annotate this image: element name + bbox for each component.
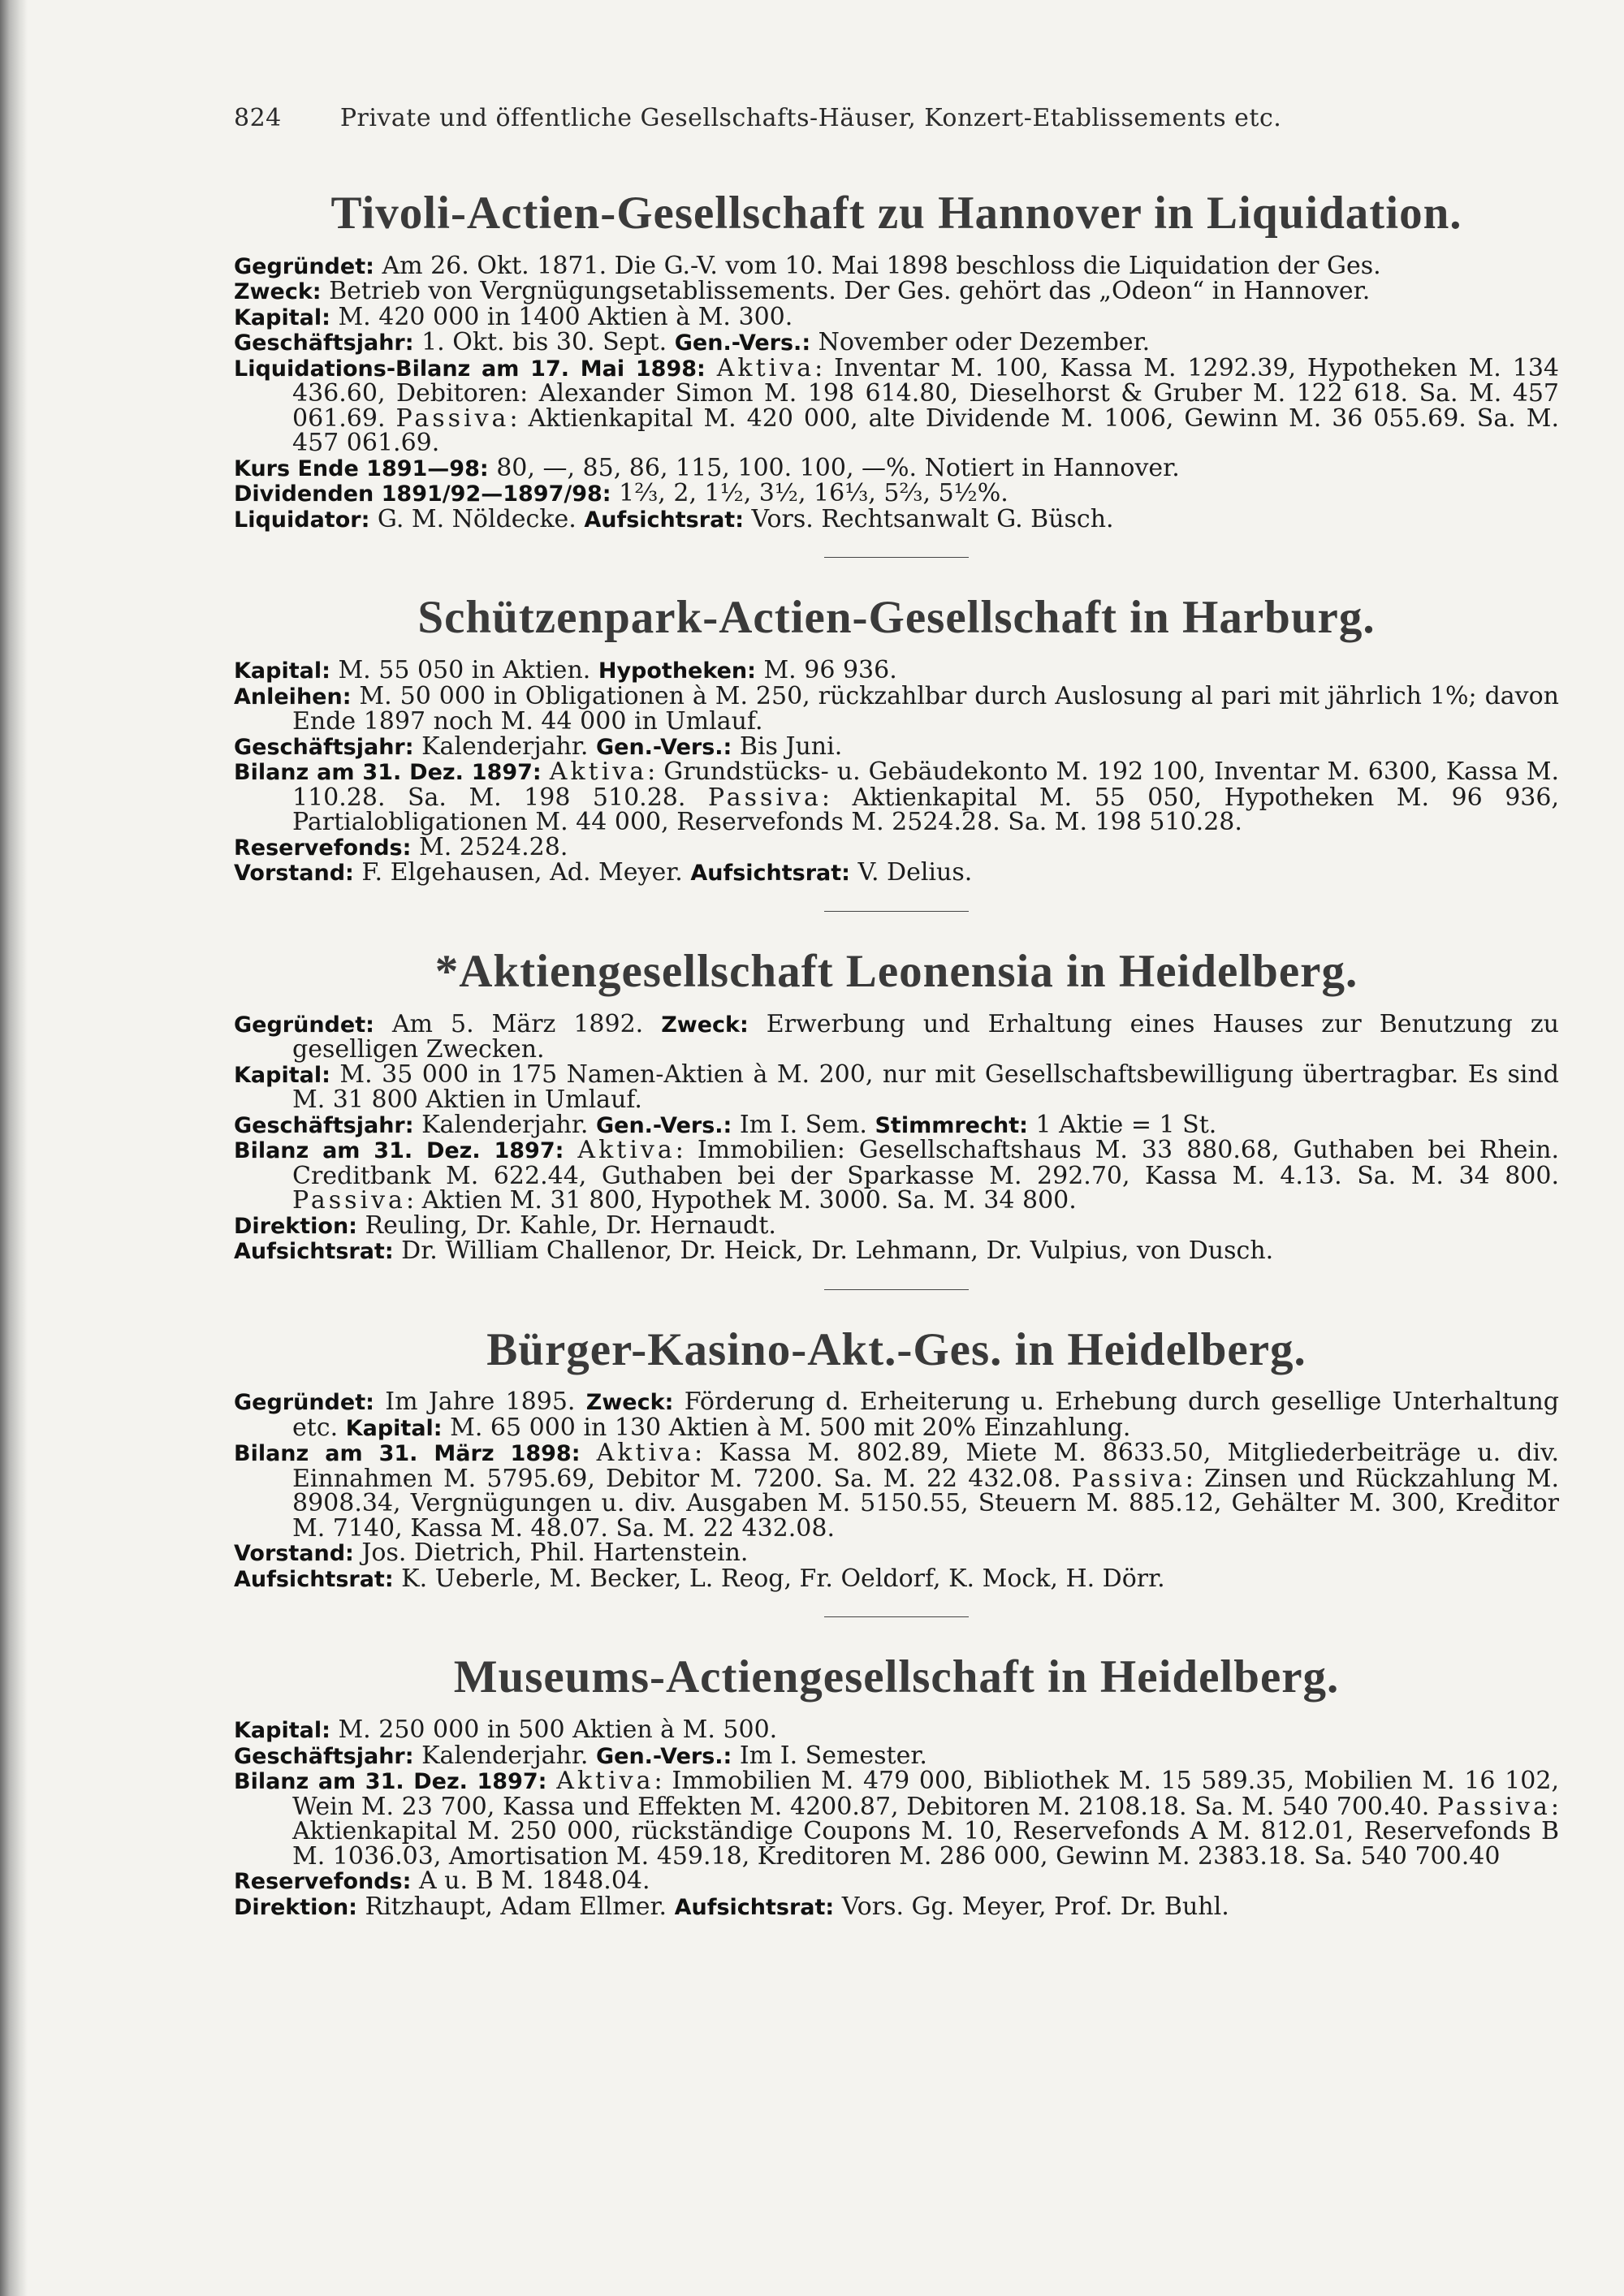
field-label: Gen.-Vers.: — [595, 1743, 732, 1769]
entry-paragraph — [234, 1892, 1559, 1921]
field-text: Bis Juni. — [732, 732, 843, 761]
entry-paragraph — [234, 681, 1559, 736]
field-label: Vorstand: — [234, 861, 354, 887]
company-list — [234, 189, 1559, 1920]
company-entry — [234, 1323, 1559, 1593]
entry-paragraph — [234, 858, 1559, 887]
entry-paragraph — [234, 1769, 1559, 1869]
field-label: Geschäftsjahr: — [234, 1112, 414, 1138]
field-text — [581, 1439, 597, 1467]
field-text: M. 96 936. — [755, 656, 897, 685]
field-text: Betrieb von Vergnügungsetablissements. Der Ges. gehört das „Odeon“ in Hannover. — [321, 277, 1371, 306]
field-text: G. M. Nöldecke. — [369, 504, 585, 533]
section-divider — [824, 911, 969, 912]
running-title: Private und öffentliche Gesellschafts-Häuser, Konzert-Etablissements etc. — [339, 104, 1282, 132]
page-binding-edge — [0, 0, 28, 2296]
field-text: Kalenderjahr. — [413, 732, 596, 761]
entry-paragraph — [234, 504, 1559, 533]
section-divider — [824, 1289, 969, 1290]
field-text — [564, 1136, 577, 1164]
balance-side-label: Passiva — [395, 404, 510, 433]
field-text: November oder Dezember. — [810, 328, 1151, 357]
company-title: Tivoli-Actien-Gesellschaft zu Hannover in Liquidation. — [330, 188, 1462, 239]
entry-paragraph — [234, 1060, 1559, 1115]
field-text — [546, 1767, 556, 1795]
field-text: : Aktienkapital M. 250 000, rückständige Coupons M. 10, Reservefonds A M. 812.01, Reservefonds B M. 1036.03, Amortisation M. 459.18, Kreditoren M. 286 000, Gewinn M. 2383.18. Sa. 540 700.40 — [292, 1792, 1559, 1871]
field-text: Am 26. Okt. 1871. Die G.-V. vom 10. Mai 1898 beschloss die Liquidation der Ges. — [374, 251, 1381, 280]
field-label: Aufsichtsrat: — [690, 861, 850, 887]
page-number: 824 — [234, 104, 282, 132]
entry-paragraph — [234, 353, 1560, 458]
field-text: Vors. Rechtsanwalt G. Büsch. — [744, 504, 1114, 533]
field-label: Kapital: — [234, 1062, 330, 1088]
field-text: Im Jahre 1895. — [374, 1388, 586, 1417]
field-text: M. 35 000 in 175 Namen-Aktien à M. 200, nur mit Gesellschaftsbewilligung übertragbar. Es sind M. 31 800 Aktien in Umlauf. — [292, 1060, 1559, 1115]
entry-paragraph — [234, 1741, 1559, 1770]
field-label: Zweck: — [661, 1012, 749, 1038]
field-label: Geschäftsjahr: — [234, 330, 414, 356]
entry-paragraph — [234, 1110, 1559, 1139]
entry-paragraph — [234, 279, 1559, 305]
field-text: M. 420 000 in 1400 Aktien à M. 300. — [330, 302, 793, 331]
field-text: M. 250 000 in 500 Aktien à M. 500. — [330, 1716, 778, 1745]
entry-paragraph — [234, 1441, 1559, 1541]
field-text: M. 55 050 in Aktien. — [330, 656, 598, 685]
field-text: V. Delius. — [849, 858, 973, 887]
field-text: 1 Aktie = 1 St. — [1027, 1110, 1217, 1139]
company-title: Schützenpark-Actien-Gesellschaft in Harburg. — [417, 592, 1376, 644]
field-label: Kurs Ende 1891—98: — [234, 455, 489, 481]
field-label: Geschäftsjahr: — [234, 1743, 414, 1769]
field-text: M. 2524.28. — [411, 832, 568, 861]
field-text: A u. B M. 1848.04. — [411, 1867, 650, 1896]
company-entry — [234, 189, 1559, 533]
field-label: Aufsichtsrat: — [234, 1566, 394, 1592]
field-text: Jos. Dietrich, Phil. Hartenstein. — [353, 1539, 749, 1568]
entry-paragraph — [234, 453, 1559, 482]
field-text: : Immobilien: Gesellschaftshaus M. 33 880.68, Guthaben bei Rhein. Creditbank M. 622.44, Guthaben bei der Sparkasse M. 292.70, Kassa M. 4.13. Sa. M. 34 800. — [292, 1136, 1560, 1190]
field-text: : Aktienkapital M. 55 050, Hypotheken M. 96 936, Partialobligationen M. 44 000, Reservefonds M. 2524.28. Sa. M. 198 510.28. — [292, 783, 1559, 837]
entry-paragraph — [234, 1236, 1559, 1266]
field-label: Bilanz am 31. März 1898: — [234, 1441, 581, 1467]
balance-side-label: Passiva — [707, 783, 822, 812]
entry-paragraph — [234, 658, 1559, 684]
balance-side-label: Aktiva — [596, 1439, 694, 1468]
field-text: : Grundstücks- u. Gebäudekonto M. 192 100, Inventar M. 6300, Kassa M. 110.28. Sa. M. 198 510.28. — [292, 757, 1559, 812]
field-text: Dr. William Challenor, Dr. Heick, Dr. Lehmann, Dr. Vulpius, von Dusch. — [393, 1236, 1274, 1266]
field-label: Zweck: — [234, 279, 322, 305]
field-text: Erwerbung und Erhaltung eines Hauses zur Benutzung zu geselligen Zwecken. — [292, 1009, 1559, 1064]
section-divider — [824, 557, 969, 558]
field-label: Reservefonds: — [234, 835, 412, 861]
field-label: Gegründet: — [234, 1390, 374, 1416]
entry-paragraph — [234, 732, 1559, 761]
entry-paragraph — [234, 1564, 1559, 1593]
field-label: Gen.-Vers.: — [674, 330, 811, 356]
field-text: Vors. Gg. Meyer, Prof. Dr. Buhl. — [834, 1892, 1229, 1921]
company-entry — [234, 1653, 1559, 1920]
field-text: : Inventar M. 100, Kassa M. 1292.39, Hypotheken M. 134 436.60, Debitoren: Alexander Simon M. 198 614.80, Dieselhorst & Gruber M. 122 618. Sa. M. 457 061.69. — [292, 353, 1559, 433]
entry-paragraph — [234, 1718, 1559, 1744]
field-text — [706, 354, 717, 382]
balance-side-label: Passiva — [292, 1186, 406, 1215]
field-text — [542, 757, 550, 786]
field-text: : Zinsen und Rückzahlung M. 8908.34, Vergnügungen u. div. Ausgaben M. 5150.55, Steuern M. 885.12, Gehälter M. 300, Kreditor M. 7140, Kassa M. 48.07. Sa. M. 22 432.08. — [292, 1464, 1559, 1543]
entry-paragraph — [234, 1138, 1559, 1214]
balance-side-label: Passiva — [1436, 1792, 1551, 1821]
field-text: : Kassa M. 802.89, Miete M. 8633.50, Mitgliederbeiträge u. div. Einnahmen M. 5795.69, Debitor M. 7200. Sa. M. 22 432.08. — [292, 1439, 1559, 1493]
field-text: K. Ueberle, M. Becker, L. Reog, Fr. Oeldorf, K. Mock, H. Dörr. — [393, 1564, 1165, 1593]
field-label: Zweck: — [585, 1390, 674, 1416]
field-text: Kalenderjahr. — [413, 1110, 596, 1139]
field-label: Gen.-Vers.: — [595, 1112, 732, 1138]
section-divider — [824, 1616, 969, 1617]
field-label: Aufsichtsrat: — [674, 1894, 835, 1920]
field-text: 1. Okt. bis 30. Sept. — [413, 328, 675, 357]
balance-side-label: Passiva — [1071, 1464, 1186, 1493]
company-entry — [234, 593, 1559, 886]
field-label: Bilanz am 31. Dez. 1897: — [234, 1769, 547, 1795]
field-text: : Aktien M. 31 800, Hypothek M. 3000. Sa. M. 34 800. — [405, 1186, 1077, 1215]
company-entry — [234, 947, 1559, 1265]
field-text: 1⅔, 2, 1½, 3½, 16⅓, 5⅔, 5½%. — [611, 479, 1009, 508]
field-label: Aufsichtsrat: — [234, 1239, 394, 1265]
entry-paragraph — [234, 1009, 1559, 1064]
field-label: Kapital: — [345, 1415, 443, 1441]
entry-paragraph — [234, 330, 1559, 356]
field-label: Gegründet: — [234, 253, 374, 279]
field-text: Am 5. März 1892. — [374, 1009, 662, 1038]
field-label: Dividenden 1891/92—1897/98: — [234, 481, 611, 507]
running-head — [234, 104, 1559, 132]
field-label: Liquidator: — [234, 507, 370, 533]
entry-paragraph — [234, 481, 1559, 507]
field-label: Kapital: — [234, 304, 330, 330]
entry-paragraph — [234, 757, 1559, 837]
entry-paragraph — [234, 832, 1559, 861]
field-text: Förderung d. Erheiterung u. Erhebung durch gesellige Unterhaltung etc. — [292, 1388, 1559, 1442]
field-label: Bilanz am 31. Dez. 1897: — [234, 1138, 564, 1164]
field-text: : Aktienkapital M. 420 000, alte Dividende M. 1006, Gewinn M. 36 055.69. Sa. M. 457 061.69. — [292, 404, 1560, 458]
field-label: Hypotheken: — [598, 658, 756, 684]
field-label: Reservefonds: — [234, 1869, 412, 1895]
field-label: Kapital: — [234, 1718, 330, 1744]
field-text: 80, —, 85, 86, 115, 100. 100, —%. Notiert in Hannover. — [488, 453, 1180, 482]
field-label: Stimmrecht: — [875, 1112, 1028, 1138]
field-label: Bilanz am 31. Dez. 1897: — [234, 760, 542, 786]
field-text: Ritzhaupt, Adam Ellmer. — [356, 1892, 675, 1921]
field-label: Direktion: — [234, 1894, 357, 1920]
balance-side-label: Aktiva — [716, 353, 815, 382]
balance-side-label: Aktiva — [549, 757, 648, 787]
field-text: Reuling, Dr. Kahle, Dr. Hernaudt. — [356, 1211, 776, 1240]
balance-side-label: Aktiva — [577, 1136, 676, 1165]
company-title: *Aktiengesellschaft Leonensia in Heidelberg. — [434, 945, 1358, 997]
field-label: Direktion: — [234, 1213, 357, 1239]
document-page — [234, 104, 1559, 1920]
company-title: Museums-Actiengesellschaft in Heidelberg. — [453, 1651, 1340, 1703]
field-label: Gegründet: — [234, 1012, 374, 1038]
entry-paragraph — [234, 1541, 1559, 1567]
field-text: Im I. Sem. — [732, 1110, 875, 1139]
field-text: M. 50 000 in Obligationen à M. 250, rückzahlbar durch Auslosung al pari mit jährlich 1%; davon Ende 1897 noch M. 44 000 in Umlauf. — [292, 681, 1559, 736]
field-label: Anleihen: — [234, 684, 352, 710]
field-label: Kapital: — [234, 658, 330, 684]
field-label: Geschäftsjahr: — [234, 734, 414, 760]
field-text: F. Elgehausen, Ad. Meyer. — [353, 858, 691, 887]
field-label: Vorstand: — [234, 1541, 354, 1567]
entry-paragraph — [234, 302, 1559, 331]
field-label: Liquidations-Bilanz am 17. Mai 1898: — [234, 356, 706, 382]
entry-paragraph — [234, 1390, 1559, 1441]
company-title: Bürger-Kasino-Akt.-Ges. in Heidelberg. — [486, 1323, 1307, 1375]
field-label: Gen.-Vers.: — [595, 734, 732, 760]
field-text: M. 65 000 in 130 Aktien à M. 500 mit 20% Einzahlung. — [442, 1413, 1131, 1442]
field-text: Im I. Semester. — [732, 1741, 927, 1770]
field-text: : Immobilien M. 479 000, Bibliothek M. 15 589.35, Mobilien M. 16 102, Wein M. 23 700, Kassa und Effekten M. 4200.87, Debitoren M. 2108.18. Sa. M. 540 700.40. — [292, 1767, 1559, 1821]
entry-paragraph — [234, 1211, 1559, 1240]
field-label: Aufsichtsrat: — [584, 507, 744, 533]
entry-paragraph — [234, 251, 1559, 280]
entry-paragraph — [234, 1869, 1559, 1895]
field-text: Kalenderjahr. — [413, 1741, 596, 1770]
balance-side-label: Aktiva — [556, 1767, 654, 1796]
